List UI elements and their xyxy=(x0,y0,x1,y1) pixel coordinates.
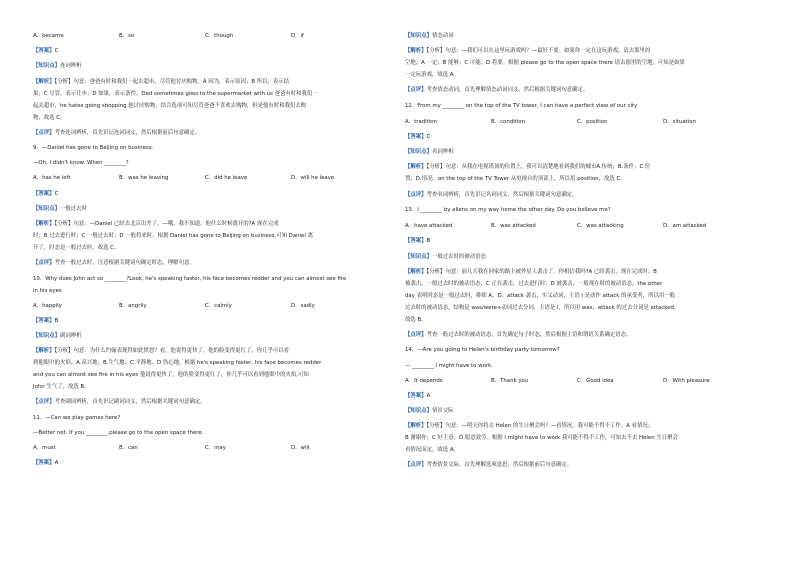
q12-knowledge-point: 【知识点】名词辨析 xyxy=(405,149,454,156)
q11-options xyxy=(33,445,391,452)
q9-analysis-line-1: 【解析】【分析】句意：—Daniel 已经去北京出差了。—哦，我不知道。他什么时候离开的?A 现在完成 xyxy=(33,221,279,227)
q8-options xyxy=(33,33,391,40)
q14-analysis-line-2: B 谢谢你；C 好主意；D.愿意效劳。根据 I might have to work 我可能不得不工作，可知去不去 Helen 生日聚会 xyxy=(405,435,678,442)
q13-knowledge-point: 【知识点】一般过去时的被动语态 xyxy=(405,253,486,260)
q11-option-a: A．must xyxy=(33,445,56,452)
q12-analysis-line-2: 置；D.情况。on the top of the TV Tower 从电视台的顶部上，所以用 position，故选 C。 xyxy=(405,176,626,183)
q8-analysis-line-2: 果；C 尽管，表示让步；D 如果，表示条件。Dad sometimes goes to the supermarket with us 爸爸有时和我们一 xyxy=(33,90,318,97)
q10-analysis-line-2: 到他眼中的火焰。A.高兴地；B.生气地；C.平静地；D.伤心地。根据 he's speaking faster, his face becomes redder xyxy=(33,360,322,367)
q13-options xyxy=(405,223,763,230)
q10-analysis-line-3: and you can almost see fire in his eyes 他说得更快了，他的脸变得更红了，你几乎可以看到他眼中的火焰,可知 xyxy=(33,372,309,379)
q11-analysis-line-1: 【解析】【分析】句意：—我们可以在这里玩游戏吗？—最好不要。如果你一定在这玩游戏，请去那里的 xyxy=(405,48,651,55)
q10-option-c: C．calmly xyxy=(205,302,232,309)
q8-knowledge-point: 【知识点】连词辨析 xyxy=(33,63,82,70)
q13-analysis-line-3: day 表明时态是一般过去时，排除 A、D。attack 袭击，实义动词，主语 I 是动作 attack 的承受者，所以用一般 xyxy=(405,292,676,299)
q11-stem-2: —Better not. If you ________,please go to the open space there. xyxy=(33,430,204,437)
q11-option-b: B．can xyxy=(119,445,138,452)
q8-option-c: C．though xyxy=(205,33,234,39)
q8-analysis-line-1: 【解析】【分析】句意：爸爸有时和我们一起去超市，尽管他讨厌购物。A 因为，表示原因；B 所以，表示结 xyxy=(33,78,290,85)
q12-stem: 12．From my ________ on the top of the TV tower, I can have a perfect view of our city xyxy=(405,102,638,109)
q12-answer: 【答案】C xyxy=(405,134,431,141)
q9-answer: 【答案】C xyxy=(33,190,59,197)
q11-answer: 【答案】A xyxy=(33,460,59,467)
q13-analysis-line-5: 故选 B。 xyxy=(405,316,427,323)
q14-option-b: B．Thank you xyxy=(491,377,529,384)
q13-option-b: B．was attacked xyxy=(491,223,536,230)
q14-option-d: D．With pleasure xyxy=(663,377,710,384)
q10-answer: 【答案】B xyxy=(33,317,59,324)
q8-comment: 【点评】考查连词辨析，首先识记连词词义，然后根据前后句意确定。 xyxy=(33,129,201,136)
q9-comment: 【点评】考查一般过去时，注意根据关键词句确定时态，理解句意。 xyxy=(33,260,195,267)
q14-knowledge-point: 【知识点】情景交际 xyxy=(405,407,454,414)
q9-option-c: C．did he leave xyxy=(205,175,248,182)
q14-stem-2: — ________ I might have to work. xyxy=(405,362,493,369)
q12-option-c: C．position xyxy=(577,118,608,125)
q10-option-d: D．sadly xyxy=(291,302,315,309)
left-column xyxy=(33,33,391,467)
q8-option-b: B．so xyxy=(119,33,135,39)
q9-knowledge-point: 【知识点】一般过去时 xyxy=(33,205,87,212)
q9-option-a: A．has he left xyxy=(33,175,71,182)
q13-comment: 【点评】考查一般过去时的被动语态，首先确定句子时态，然后根据主语和谓语关系确定语态。 xyxy=(405,331,632,338)
q13-analysis-line-2: 被袭击，一般过去时的被动语态；C 正在袭击，过去进行时；D 被袭击，一般现在时的被动语态。the other xyxy=(405,280,663,287)
q11-knowledge-point: 【知识点】情态动词 xyxy=(405,33,454,39)
q12-analysis-line-1: 【解析】【分析】句意：从我在电视塔顶的位置上，我可以清楚地看到我们的城市A.传统；B.条件；C.位 xyxy=(405,164,651,171)
q14-stem: 14．—Are you going to Helen's birthday party tomorrow? xyxy=(405,347,560,354)
q9-stem: 9．—Daniel has gone to Beijing on business. xyxy=(33,145,154,152)
q13-stem: 13．I ________ by aliens on my way home the other day. Do you believe me? xyxy=(405,207,611,214)
q11-option-c: C．may xyxy=(205,445,226,452)
q13-answer: 【答案】B xyxy=(405,238,431,245)
q12-options xyxy=(405,119,763,126)
q9-option-d: D．will he leave xyxy=(291,175,335,182)
q9-analysis-line-3: 开了，时态是一般过去时，故选 C。 xyxy=(33,245,120,251)
q10-knowledge-point: 【知识点】副词辨析 xyxy=(33,333,82,340)
q13-option-c: C．was attacking xyxy=(577,223,624,230)
q8-answer: 【答案】C xyxy=(33,48,59,55)
q9-stem-2: —Oh, I didn't know. When ________? xyxy=(33,160,129,167)
q10-stem: 10．Why does John act so ________?Look, he's speaking faster, his face becomes redder and you can almost see fire xyxy=(33,275,347,282)
q10-option-b: B．angrily xyxy=(119,302,147,309)
q9-options xyxy=(33,175,391,182)
q11-analysis-line-2: 空地。A 一定；B 能够；C 可能；D 将要。根据 please go to the open space there 请去那里的空地，可知是如果 xyxy=(405,60,685,67)
q14-answer: 【答案】A xyxy=(405,392,431,399)
q14-options xyxy=(405,378,763,385)
q12-option-b: B．condition xyxy=(491,118,526,125)
q8-option-d: D．if xyxy=(291,33,304,39)
q8-analysis-line-4: 物，故选 C。 xyxy=(33,114,66,121)
q14-analysis-line-3: 看情况而定，故选 A。 xyxy=(405,447,459,454)
q8-option-a: A．became xyxy=(33,33,64,39)
q13-analysis-line-4: 过去时的被动语态，结构是 was/were+动词过去分词，主语是 I，所以用 was，attack 的过去分词是 attacked， xyxy=(405,304,680,311)
q12-comment: 【点评】考查名词辨析，首先识记名词词义，然后根据关键词句意确定。 xyxy=(405,191,578,198)
q9-option-b: B．was he leaving xyxy=(119,175,169,182)
q8-analysis-line-3: 起去超市，he hates going shopping 他讨厌购物，结合选项可知尽管爸爸不喜欢去购物，但是他有时和我们去购 xyxy=(33,102,307,109)
q10-option-a: A．happily xyxy=(33,302,62,309)
q11-comment: 【点评】考查情态动词，首先理解情态动词词义，然后根据关键词句意确定。 xyxy=(405,87,589,94)
q10-analysis-line-4: John 生气了，故选 B。 xyxy=(33,384,90,391)
q10-comment: 【点评】考查副词辨析，首先识记副词词义，然后根据关键词句意确定。 xyxy=(33,399,206,406)
q12-option-a: A．tradition xyxy=(405,118,437,125)
q13-analysis-line-1: 【解析】【分析】句意：前几天我在回家的路上被外星人袭击了。你相信我吗?A 已经袭击，现在完成时；B xyxy=(405,268,657,275)
q12-option-d: D．situation xyxy=(663,118,697,125)
q14-analysis-line-1: 【解析】【分析】句意：—明天你将去 Helen 的生日聚会吗？—看情况。我可能不得不工作。A 看情况； xyxy=(405,423,654,430)
q9-analysis-line-2: 时；B 过去进行时；C 一般过去时；D 一般将来时。根据 Daniel has gone to Beijing on business.可知 Daniel 离 xyxy=(33,233,313,239)
q13-option-a: A．have attacked xyxy=(405,223,453,230)
q14-option-c: C．Good idea xyxy=(577,377,614,384)
q14-option-a: A．It depends xyxy=(405,377,443,384)
q10-analysis-line-1: 【解析】【分析】句意：为什么约翰表现得如此愤怒？看，他说得更快了，他的脸变得更红了，你几乎可以看 xyxy=(33,348,290,355)
q11-option-d: D．will xyxy=(291,445,310,452)
q10-options xyxy=(33,303,391,310)
q11-stem: 11．—Can we play games here? xyxy=(33,414,121,421)
right-column xyxy=(405,33,763,469)
q13-option-d: D．am attacked xyxy=(663,223,707,230)
q14-comment: 【点评】考查情景交际，首先理解选项意思，然后根据前后句意确定。 xyxy=(405,462,573,469)
q11-analysis-line-3: 一定玩游戏，故选 A。 xyxy=(405,72,459,79)
q10-stem-2: in his eyes xyxy=(33,287,62,294)
